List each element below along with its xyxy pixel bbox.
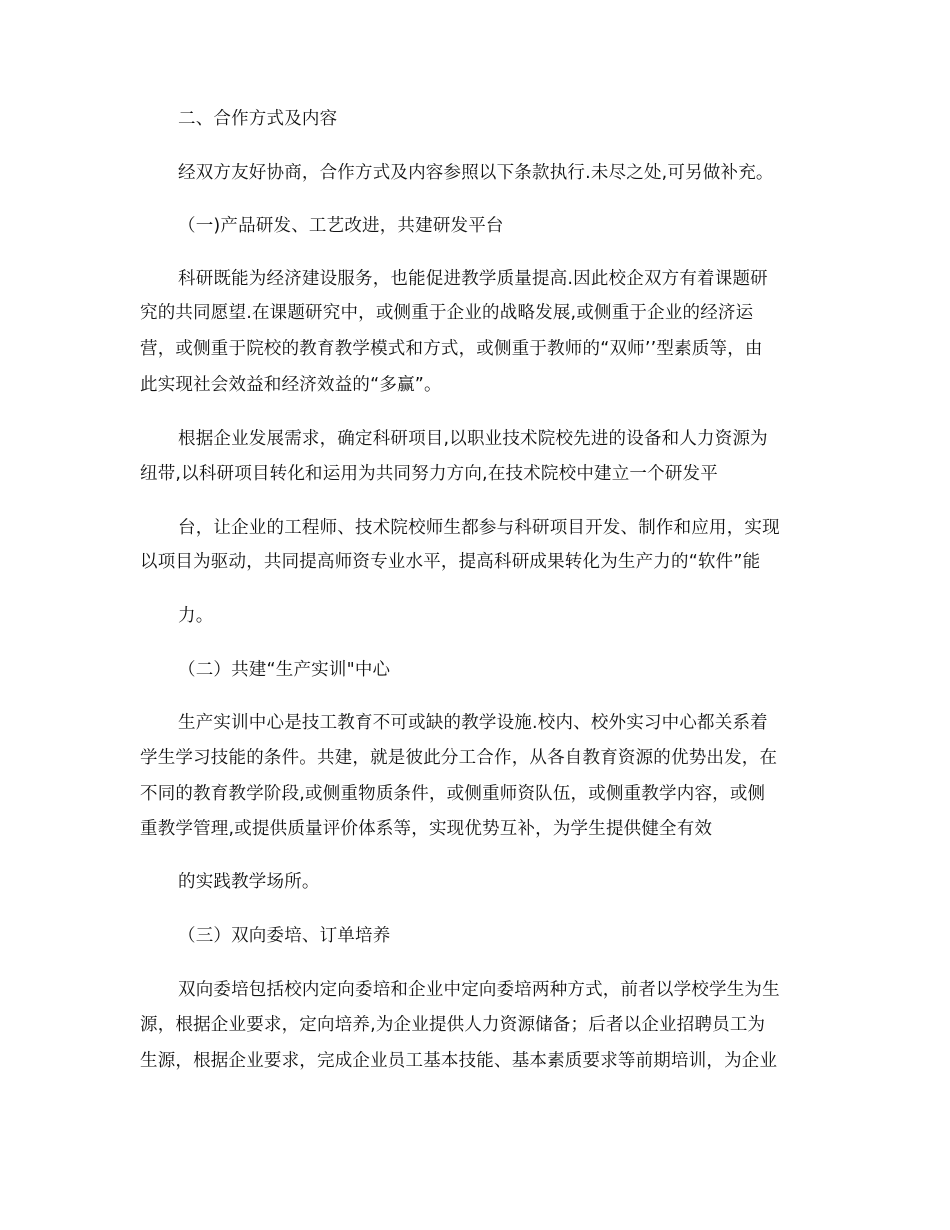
subsection-heading-2: （二）共建“生产实训"中心 bbox=[178, 660, 391, 680]
paragraph-line: 力。 bbox=[178, 606, 214, 626]
paragraph-line: 不同的教育教学阶段,或侧重物质条件，或侧重师资队伍，或侧重教学内容，或侧 bbox=[140, 784, 766, 804]
section-heading-2: 二、合作方式及内容 bbox=[178, 109, 338, 129]
paragraph-line: 此实现社会效益和经济效益的“多赢”。 bbox=[140, 375, 442, 395]
subsection-heading-3: （三）双向委培、订单培养 bbox=[178, 926, 391, 946]
paragraph-line: 双向委培包括校内定向委培和企业中定向委培两种方式，前者以学校学生为生 bbox=[178, 980, 780, 1000]
paragraph-line: 究的共同愿望.在课题研究中，或侧重于企业的战略发展,或侧重于企业的经济运 bbox=[140, 303, 754, 323]
subsection-heading-1: （一)产品研发、工艺改进，共建研发平台 bbox=[178, 216, 504, 236]
paragraph-line: 以项目为驱动，共同提高师资专业水平，提高科研成果转化为生产力的“软件”能 bbox=[140, 552, 761, 572]
paragraph-line: 学生学习技能的条件。共建，就是彼此分工合作，从各自教育资源的优势出发，在 bbox=[140, 748, 778, 768]
paragraph-line: 根据企业发展需求，确定科研项目,以职业技术院校先进的设备和人力资源为 bbox=[178, 429, 768, 449]
paragraph-line: 纽带,以科研项目转化和运用为共同努力方向,在技术院校中建立一个研发平 bbox=[140, 464, 718, 484]
paragraph-line: 生源，根据企业要求，完成企业员工基本技能、基本素质要求等前期培训，为企业 bbox=[140, 1051, 778, 1071]
paragraph-line: 生产实训中心是技工教育不可或缺的教学设施.校内、校外实习中心都关系着 bbox=[178, 713, 768, 733]
paragraph-line: 的实践教学场所。 bbox=[178, 872, 320, 892]
paragraph-line: 台，让企业的工程师、技术院校师生都参与科研项目开发、制作和应用，实现 bbox=[178, 518, 780, 538]
paragraph-line: 科研既能为经济建设服务，也能促进教学质量提高.因此校企双方有着课题研 bbox=[178, 269, 768, 289]
paragraph-line: 营，或侧重于院校的教育教学模式和方式，或侧重于教师的“双师’’型素质等，由 bbox=[140, 339, 763, 359]
paragraph-line: 经双方友好协商，合作方式及内容参照以下条款执行.未尽之处,可另做补充。 bbox=[178, 163, 774, 183]
paragraph-line: 源，根据企业要求，定向培养,为企业提供人力资源储备；后者以企业招聘员工为 bbox=[140, 1015, 766, 1035]
paragraph-line: 重教学管理,或提供质量评价体系等，实现优势互补，为学生提供健全有效 bbox=[140, 819, 713, 839]
